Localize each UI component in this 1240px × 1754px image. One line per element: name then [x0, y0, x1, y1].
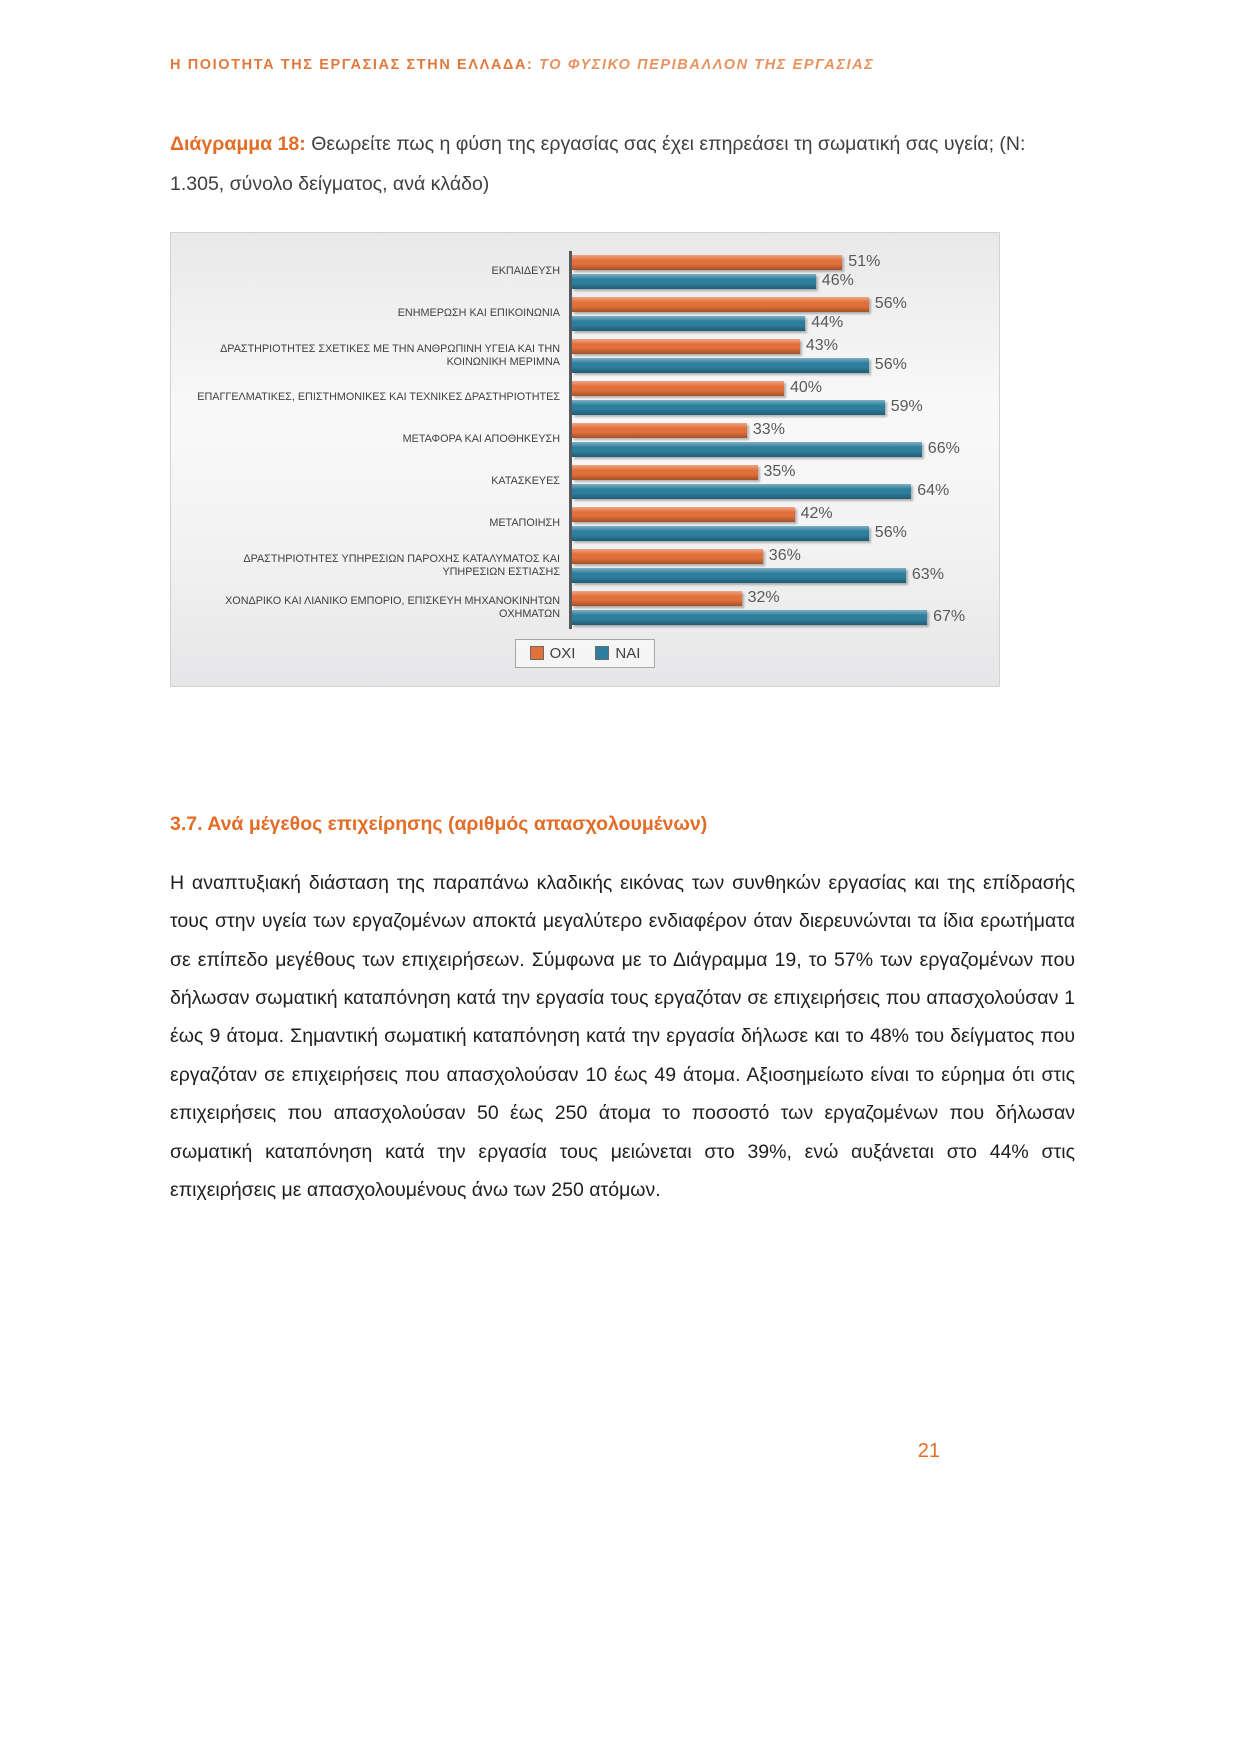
bar-value-label: 66% — [927, 440, 960, 458]
chart-legend-area — [171, 633, 999, 686]
bar-line — [572, 464, 943, 481]
category-bars — [569, 461, 995, 503]
category-label: ΕΠΑΓΓΕΛΜΑΤΙΚΕΣ, ΕΠΙΣΤΗΜΟΝΙΚΕΣ ΚΑΙ ΤΕΧΝΙΚΕΣ ΔΡΑΣΤΗΡΙΟΤΗΤΕΣ — [197, 391, 560, 404]
category-bars — [569, 545, 995, 587]
category-label: ΕΝΗΜΕΡΩΣΗ ΚΑΙ ΕΠΙΚΟΙΝΩΝΙΑ — [397, 307, 560, 320]
legend-label-nai: ΝΑΙ — [615, 644, 641, 662]
category-label: ΔΡΑΣΤΗΡΙΟΤΗΤΕΣ ΥΠΗΡΕΣΙΩΝ ΠΑΡΟΧΗΣ ΚΑΤΑΛΥΜΑΤΟΣ ΚΑΙ ΥΠΗΡΕΣΙΩΝ ΕΣΤΙΑΣΗΣ — [243, 552, 560, 578]
bar-line — [572, 399, 943, 416]
legend-item-nai — [595, 645, 640, 662]
page-number: 21 — [917, 1440, 940, 1462]
bar-value-label: 42% — [800, 505, 833, 523]
bar-line — [572, 567, 943, 584]
chart-row — [181, 377, 995, 419]
bar-value-label: 51% — [848, 253, 881, 271]
category-label: ΜΕΤΑΦΟΡΑ ΚΑΙ ΑΠΟΘΗΚΕΥΣΗ — [402, 433, 560, 446]
legend-item-oxi — [530, 645, 576, 662]
bar-line — [572, 338, 943, 355]
category-bars — [569, 335, 995, 377]
bar-oxi — [572, 591, 742, 606]
bar-nai — [572, 274, 816, 289]
chart-legend — [515, 639, 656, 668]
bar-nai — [572, 568, 906, 583]
bar-line — [572, 440, 960, 458]
category-label: ΧΟΝΔΡΙΚΟ ΚΑΙ ΛΙΑΝΙΚΟ ΕΜΠΟΡΙΟ, ΕΠΙΣΚΕΥΗ ΜΗΧΑΝΟΚΙΝΗΤΩΝ ΟΧΗΜΑΤΩΝ — [225, 594, 560, 620]
bar-value-label: 63% — [911, 566, 944, 584]
bar-line — [572, 315, 943, 332]
bar-nai — [572, 358, 869, 373]
bar-value-label: 43% — [805, 337, 838, 355]
bar-line — [572, 254, 943, 271]
bar-nai — [572, 400, 885, 415]
bar-oxi — [572, 381, 784, 396]
bar-nai — [572, 610, 927, 625]
chart-row — [181, 587, 995, 629]
chart-row — [181, 545, 995, 587]
category-bars — [569, 293, 995, 335]
figure-caption — [170, 125, 1075, 205]
bar-value-label: 46% — [821, 272, 854, 290]
chart-row — [181, 503, 995, 545]
bar-value-label: 64% — [917, 482, 950, 500]
bar-value-label: 56% — [874, 524, 907, 542]
bar-value-label: 35% — [763, 463, 796, 481]
category-label: ΚΑΤΑΣΚΕΥΕΣ — [491, 475, 560, 488]
bar-nai — [572, 442, 922, 457]
bar-line — [572, 296, 943, 313]
bar-line — [572, 422, 943, 439]
chart-row — [181, 335, 995, 377]
bar-line — [572, 273, 943, 290]
bar-nai — [572, 316, 805, 331]
chart-row — [181, 461, 995, 503]
bar-oxi — [572, 339, 800, 354]
category-bars — [569, 251, 995, 293]
bar-oxi — [572, 549, 763, 564]
legend-swatch-nai-icon — [595, 646, 609, 660]
bar-oxi — [572, 423, 747, 438]
bar-line — [572, 525, 943, 542]
category-label: ΕΚΠΑΙΔΕΥΣΗ — [491, 265, 560, 278]
bar-value-label: 36% — [768, 547, 801, 565]
bar-line — [572, 357, 943, 374]
legend-label-oxi: ΟΧΙ — [549, 644, 576, 662]
category-label: ΜΕΤΑΠΟΙΗΣΗ — [489, 517, 560, 530]
bar-oxi — [572, 507, 795, 522]
bar-line — [572, 590, 943, 607]
header-title: Η ΠΟΙΟΤΗΤΑ ΤΗΣ ΕΡΓΑΣΙΑΣ ΣΤΗΝ ΕΛΛΑΔΑ: — [170, 57, 534, 73]
bar-line — [572, 380, 943, 397]
bar-oxi — [572, 255, 842, 270]
bar-oxi — [572, 297, 869, 312]
bar-value-label: 40% — [790, 379, 823, 397]
section-heading: 3.7. Ανά μέγεθος επιχείρησης (αριθμός απασχολουμένων) — [170, 812, 708, 835]
category-bars — [569, 503, 995, 545]
category-bars — [569, 419, 995, 461]
header-subtitle: ΤΟ ΦΥΣΙΚΟ ΠΕΡΙΒΑΛΛΟΝ ΤΗΣ ΕΡΓΑΣΙΑΣ — [539, 57, 875, 73]
bar-value-label: 44% — [811, 314, 844, 332]
bar-line — [572, 548, 943, 565]
chart-row — [181, 293, 995, 335]
legend-swatch-oxi-icon — [530, 646, 544, 660]
bar-value-label: 33% — [752, 421, 785, 439]
body-paragraph: Η αναπτυξιακή διάσταση της παραπάνω κλαδικής εικόνας των συνθηκών εργασίας και της επίδρασής τους στην υγεία των εργαζομένων αποκτά μεγαλύτερο ενδιαφέρον όταν διερευνώνται τα ίδια ερωτήματα σε επίπεδο μεγέθους των επιχειρήσεων. Σύμφωνα με το Διάγραμμα 19, το 57% των εργαζομένων που δήλωσαν σωματική καταπόνηση κατά την εργασία τους εργαζόταν σε επιχειρήσεις που απασχολούσαν 1 έως 9 άτομα. Σημαντική σωματική καταπόνηση κατά την εργασία δήλωσε και το 48% του δείγματος που εργαζόταν σε επιχειρήσεις που απασχολούσαν 10 έως 49 άτομα. Αξιοσημείωτο είναι το εύρημα ότι στις επιχειρήσεις που απασχολούσαν 50 έως 250 άτομα το ποσοστό των εργαζομένων που δήλωσαν σωματική καταπόνηση κατά την εργασία τους μειώνεται στο 39%, ενώ αυξάνεται στο 44% στις επιχειρήσεις με απασχολουμένους άνω των 250 ατόμων. — [170, 871, 1075, 1202]
chart-row — [181, 251, 995, 293]
bar-line — [572, 506, 943, 523]
chart-row — [181, 419, 995, 461]
bar-oxi — [572, 465, 758, 480]
category-label: ΔΡΑΣΤΗΡΙΟΤΗΤΕΣ ΣΧΕΤΙΚΕΣ ΜΕ ΤΗΝ ΑΝΘΡΩΠΙΝΗ ΥΓΕΙΑ ΚΑΙ ΤΗΝ ΚΟΙΝΩΝΙΚΗ ΜΕΡΙΜΝΑ — [220, 342, 560, 368]
chart-plot-area — [171, 233, 999, 633]
bar-chart — [170, 232, 1000, 687]
category-bars — [569, 377, 995, 419]
bar-value-label: 59% — [890, 398, 923, 416]
bar-value-label: 67% — [933, 608, 966, 626]
bar-nai — [572, 526, 869, 541]
bar-value-label: 56% — [874, 356, 907, 374]
figure-caption-text: Θεωρείτε πως η φύση της εργασίας σας έχει επηρεάσει τη σωματική σας υγεία; (N: 1.305, σύνολο δείγματος, ανά κλάδο) — [170, 132, 1026, 195]
category-bars — [569, 587, 995, 629]
bar-value-label: 56% — [874, 295, 907, 313]
figure-caption-label: Διάγραμμα 18: — [170, 132, 306, 155]
bar-value-label: 32% — [747, 589, 780, 607]
bar-nai — [572, 484, 911, 499]
bar-line — [572, 482, 950, 500]
page-header — [170, 56, 1075, 75]
bar-line — [572, 608, 966, 626]
